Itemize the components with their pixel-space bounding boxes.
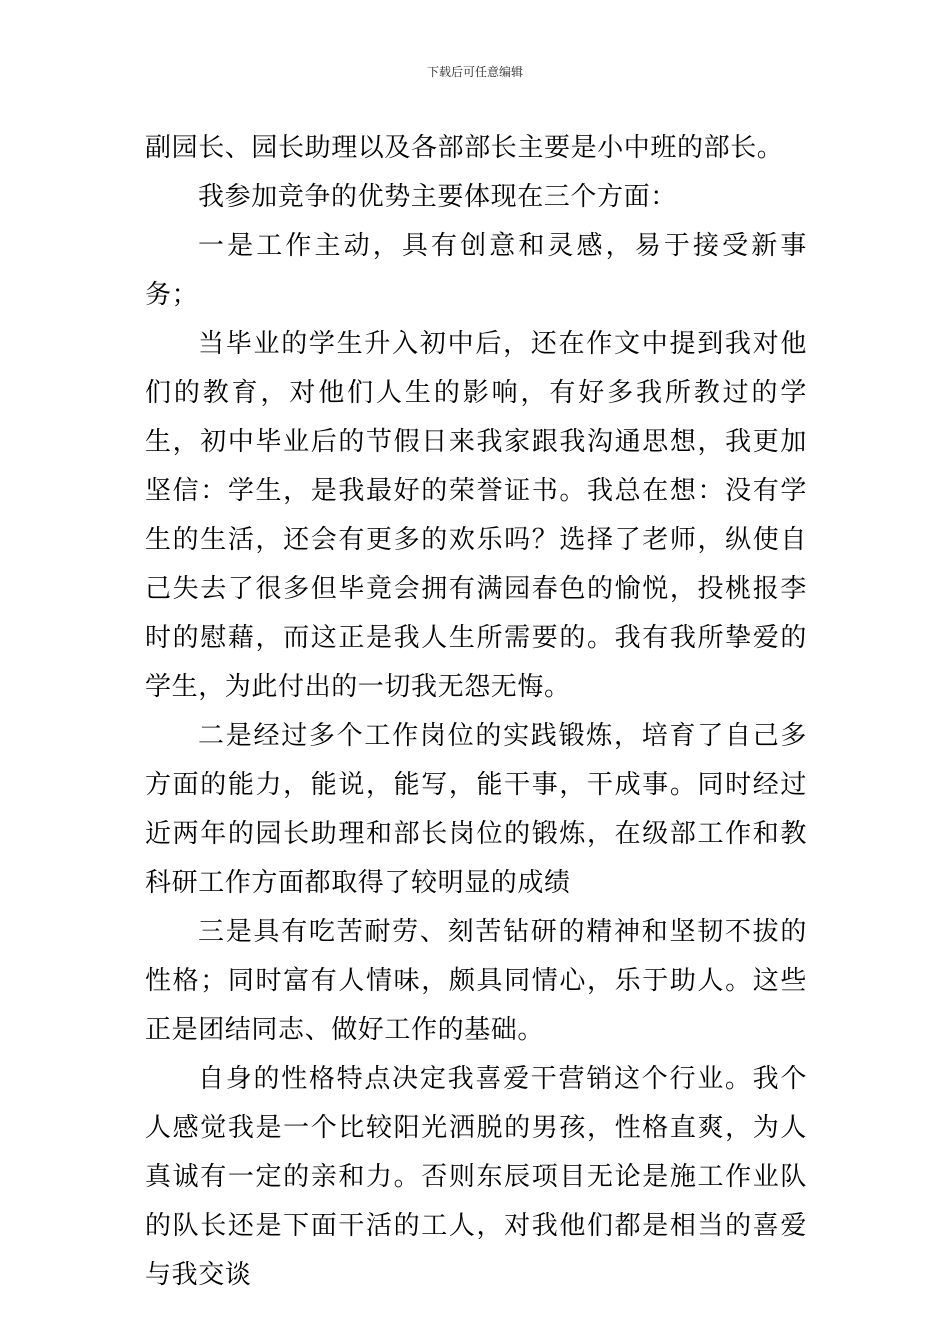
paragraph-5: 二是经过多个工作岗位的实践锻炼，培育了自己多方面的能力，能说，能写，能干事，干成事。同时经过近两年的园长助理和部长岗位的锻炼，在级部工作和教科研工作方面都取得了较明显的成绩 [145, 721, 807, 898]
paragraph-6: 三是具有吃苦耐劳、刻苦钻研的精神和坚韧不拔的性格；同时富有人情味，颇具同情心，乐于助人。这些正是团结同志、做好工作的基础。 [145, 917, 807, 1045]
page-header: 下载后可任意编辑 [426, 65, 523, 79]
paragraph-2: 我参加竞争的优势主要体现在三个方面： [198, 182, 677, 212]
document-body [145, 124, 807, 1300]
paragraph-4: 当毕业的学生升入初中后，还在作文中提到我对他们的教育，对他们人生的影响，有好多我所教过的学生，初中毕业后的节假日来我家跟我沟通思想，我更加坚信：学生，是我最好的荣誉证书。我总在想：没有学生的生活，还会有更多的欢乐吗？选择了老师，纵使自己失去了很多但毕竟会拥有满园春色的愉悦，投桃报李时的慰藉，而这正是我人生所需要的。我有我所挚爱的学生，为此付出的一切我无怨无悔。 [145, 329, 807, 702]
paragraph-7: 自身的性格特点决定我喜爱干营销这个行业。我个人感觉我是一个比较阳光洒脱的男孩，性格直爽，为人真诚有一定的亲和力。否则东辰项目无论是施工作业队的队长还是下面干活的工人，对我他们都是相当的喜爱与我交谈 [145, 1064, 807, 1290]
paragraph-1: 副园长、园长助理以及各部部长主要是小中班的部长。 [145, 133, 784, 163]
paragraph-3: 一是工作主动，具有创意和灵感，易于接受新事务； [145, 231, 807, 310]
